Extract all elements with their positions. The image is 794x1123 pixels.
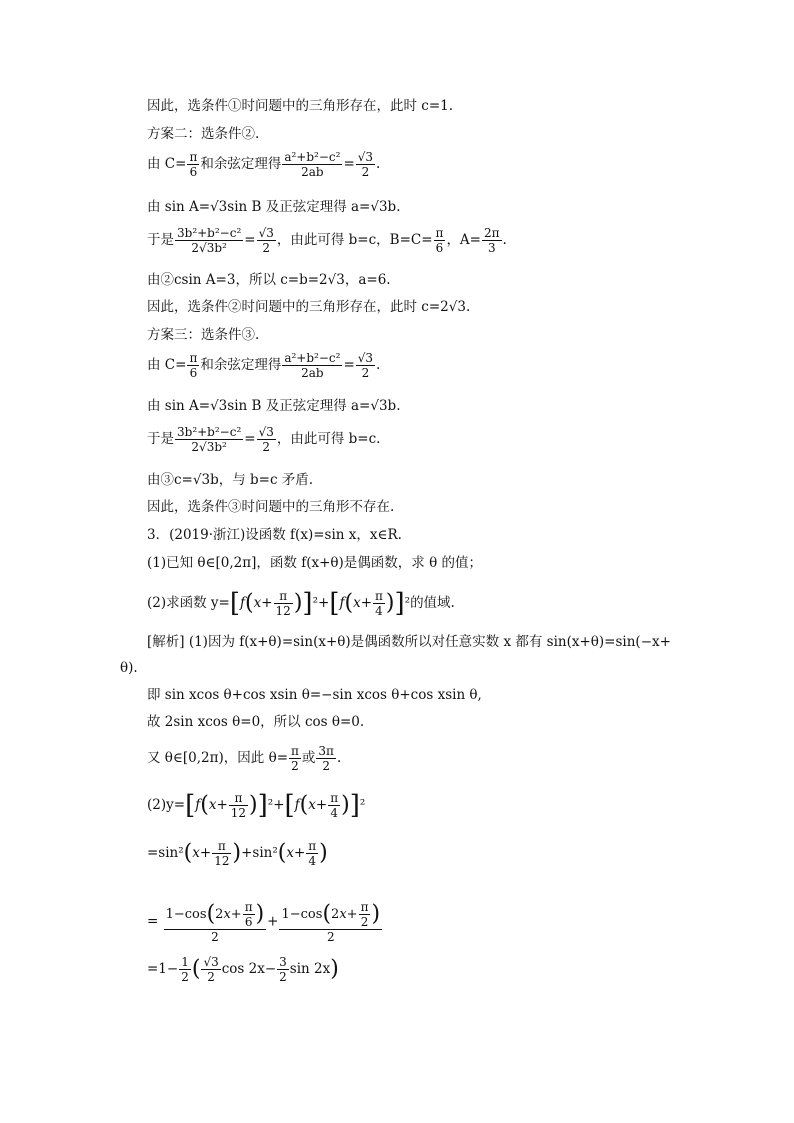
denominator: 2√3b² (191, 241, 227, 255)
text-line (147, 900, 383, 944)
text-line: (2)求函数 y=[f(x+ $\frac{\pi}{12}$ )]²+[f(x+ $\frac{\pi}{4}$ )]²的值域. (147, 588, 455, 619)
text-line (147, 425, 380, 454)
denominator: 2√3b² (191, 440, 227, 454)
numerator: √3 (357, 351, 374, 365)
numerator: π (291, 744, 299, 758)
text: = (244, 431, 256, 447)
denominator: 4 (308, 854, 317, 868)
text: = (343, 156, 355, 172)
text-line: =1− $\frac{1}{2}$ ( $\frac{√3}{2}$ cos 2x− $\frac{3}{2}$ sin 2x) (147, 955, 339, 984)
text: +sin² (241, 845, 278, 861)
text-line: 由②csin A=3，所以 c=b=2√3，a=6. (147, 272, 391, 288)
numerator: a²+b²−c² (284, 351, 341, 365)
numerator: 3b²+b²−c² (177, 226, 242, 240)
text-line: 于是 $\frac{\text{3b²+b²−c²}}{\text{2√3b²}}$ = $\frac{√3}{2}$ ，由此可得 b=c，B=C= $\frac{\pi}{6}$ ，A= $\frac{2\pi}{3}$ . (147, 226, 507, 255)
fraction (257, 226, 276, 255)
fraction (328, 791, 340, 820)
text: 于是 (147, 232, 174, 248)
numerator: π (308, 839, 317, 853)
numerator: √3 (258, 425, 274, 439)
numerator: π (244, 900, 253, 914)
numerator: 3 (279, 955, 287, 969)
denominator: 12 (230, 806, 247, 820)
text-line: 因此，选条件③时问题中的三角形不存在. (147, 499, 395, 515)
fraction (212, 839, 231, 868)
text-line: 3．(2019·浙江)设函数 f(x)=sin x，x∈R. (147, 527, 402, 543)
text-line: 由 sin A=√3sin B 及正弦定理得 a=√3b. (147, 199, 401, 215)
text-line: (2)y=[f(x+ $\frac{\pi}{12}$ )]²+[f(x+ $\frac{\pi}{4}$ )]² (147, 790, 366, 821)
numerator: π (212, 839, 231, 854)
fraction (356, 351, 375, 380)
text-line: 因此，选条件②时问题中的三角形存在，此时 c=2√3. (147, 299, 471, 315)
numerator: a²+b²−c² (284, 150, 341, 164)
text-line: =sin²(x+ $\frac{\pi}{12}$ )+sin²(x+ $\frac{\pi}{4}$ ) (147, 839, 328, 868)
fraction (434, 226, 446, 255)
denominator: 12 (275, 604, 291, 618)
text-line: 又 θ∈[0,2π)，因此 θ= $\frac{\pi}{2}$ 或 $\frac{3\pi}{2}$ . (147, 744, 342, 773)
fraction (179, 955, 191, 984)
fraction (482, 226, 502, 255)
numerator: 3b²+b²−c² (177, 425, 242, 439)
denominator: 6 (435, 241, 444, 255)
fraction (187, 351, 199, 380)
text: =sin² (147, 845, 184, 861)
denominator: 2 (262, 241, 271, 255)
text-line: 方案二：选条件②. (147, 126, 260, 142)
numerator: 1−cos(2x+ $\frac{\pi}{2}$ ) (281, 900, 381, 929)
denominator: 2 (322, 759, 330, 773)
fraction (277, 955, 289, 984)
text-line: 因此，选条件①时问题中的三角形存在，此时 c=1. (147, 98, 454, 114)
text: 和余弦定理得 (200, 357, 282, 373)
denominator: 2 (181, 970, 189, 984)
fraction (201, 955, 220, 984)
text: = (343, 357, 355, 373)
text: ，由此可得 b=c. (276, 431, 381, 447)
fraction (306, 839, 318, 868)
text: (2)y= (147, 797, 186, 813)
text: = (244, 232, 256, 248)
fraction (282, 351, 342, 380)
numerator: 1−cos(2x+ $\frac{\pi}{6}$ ) (165, 900, 265, 929)
text: ，由此可得 b=c，B=C= (276, 232, 433, 248)
text: (2)求函数 y= (147, 595, 230, 611)
text-line: (1)已知 θ∈[0,2π]，函数 f(x+θ)是偶函数，求 θ 的值； (147, 555, 482, 571)
denominator: 2 (361, 366, 370, 380)
fraction (316, 744, 336, 773)
text-line: 方案三：选条件③. (147, 327, 260, 343)
text: cos 2x− (221, 961, 277, 977)
numerator: π (189, 351, 198, 365)
fraction (229, 791, 248, 820)
text: 和余弦定理得 (200, 156, 282, 172)
text-line: 由 C= $\frac{\pi}{6}$ 和余弦定理得 $\frac{\text{a²+b²−c²}}{2ab}$ = $\frac{√3}{2}$ . (147, 351, 381, 380)
text: =1− (147, 961, 179, 977)
numerator: 1 (181, 955, 189, 969)
text: 或 (301, 750, 316, 766)
denominator: 2 (279, 970, 287, 984)
denominator: 2ab (301, 366, 324, 380)
text: 于是 (147, 431, 174, 447)
numerator: π (360, 900, 369, 914)
numerator: √3 (357, 150, 374, 164)
numerator: π (435, 226, 444, 240)
denominator: 2 (361, 165, 370, 179)
denominator: 6 (189, 165, 198, 179)
denominator: 12 (214, 854, 230, 868)
text-line: 由③c=√3b，与 b=c 矛盾. (147, 472, 314, 488)
fraction (359, 900, 371, 929)
denominator: 3 (487, 241, 496, 255)
numerator: π (189, 150, 198, 164)
text: 由 C= (147, 156, 187, 172)
numerator: √3 (258, 226, 274, 240)
text-line: 由 C= $\frac{\pi}{6}$ 和余弦定理得 $\frac{\text{a²+b²−c²}}{2ab}$ = $\frac{√3}{2}$ . (147, 150, 381, 179)
numerator: π (375, 589, 383, 603)
numerator: π (274, 589, 293, 604)
numerator: 3π (318, 744, 334, 758)
fraction (175, 226, 243, 255)
fraction (289, 744, 301, 773)
text: ，A= (446, 232, 481, 248)
text: 的值域. (410, 595, 455, 611)
denominator: 2 (262, 440, 271, 454)
text: sin 2x (289, 961, 331, 977)
numerator: √3 (203, 955, 219, 969)
text-line: θ). (120, 660, 138, 676)
denominator: 6 (244, 915, 253, 929)
denominator: 4 (330, 806, 338, 820)
fraction (164, 900, 267, 944)
denominator: 2 (360, 915, 369, 929)
fraction (187, 150, 199, 179)
numerator: π (330, 791, 339, 805)
fraction (279, 900, 382, 944)
numerator: 2π (484, 226, 500, 240)
fraction (356, 150, 375, 179)
fraction (274, 589, 293, 618)
text-line: 由 sin A=√3sin B 及正弦定理得 a=√3b. (147, 398, 401, 414)
fraction (282, 150, 342, 179)
text: 由 C= (147, 357, 187, 373)
fraction (257, 425, 276, 454)
denominator: 4 (375, 604, 383, 618)
fraction (175, 425, 243, 454)
text: = (147, 913, 159, 930)
numerator: π (229, 791, 248, 806)
denominator: 2ab (301, 165, 324, 179)
text-line: [解析] (1)因为 f(x+θ)=sin(x+θ)是偶函数所以对任意实数 x 都有 sin(x+θ)=sin(−x+ (147, 634, 671, 650)
text-line: 故 2sin xcos θ=0，所以 cos θ=0. (147, 714, 365, 730)
denominator: 2 (211, 930, 219, 944)
denominator: 2 (291, 759, 299, 773)
denominator: 2 (326, 930, 335, 944)
text: + (267, 913, 279, 930)
denominator: 6 (189, 366, 198, 380)
denominator: 2 (207, 970, 215, 984)
text: 又 θ∈[0,2π)，因此 θ= (147, 750, 289, 766)
fraction (373, 589, 385, 618)
text-line: 即 sin xcos θ+cos xsin θ=−sin xcos θ+cos xsin θ, (147, 687, 482, 703)
fraction (243, 900, 255, 929)
